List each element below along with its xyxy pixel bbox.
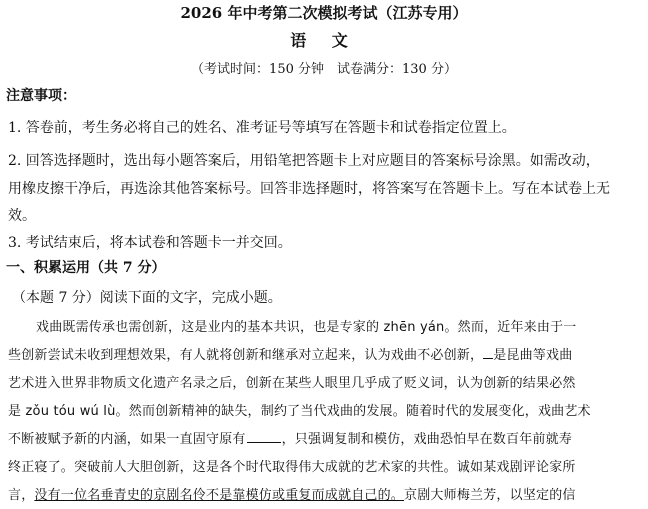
- note-item-3: 3. 考试结束后，将本试卷和答题卡一并交回。: [8, 235, 292, 251]
- passage-line-4: 是 zǒu tóu wú lù。然而创新精神的缺失，制约了当代戏曲的发展。随着时代的发展变化，戏曲艺术: [8, 404, 591, 419]
- section-heading: 一、积累运用（共 7 分）: [6, 260, 166, 276]
- blank-2[interactable]: [247, 431, 281, 443]
- passage-line-2-a: 些创新尝试未收到理想效果，有人就将创新和继承对立起来，认为戏曲不必创新，: [8, 348, 484, 363]
- note-item-2-line-2: 用橡皮擦干净后，再选涂其他答案标号。回答非选择题时，将答案写在答题卡上。写在本试卷上无: [8, 181, 610, 197]
- exam-title: 2026 年中考第二次模拟考试（江苏专用）: [180, 4, 468, 22]
- note-item-2-line-3: 效。: [8, 208, 36, 224]
- note-item-2-line-1: 2. 回答选择题时，选出每小题答案后，用铅笔把答题卡上对应题目的答案标号涂黑。如需改动，: [8, 153, 600, 169]
- exam-meta: （考试时间：150 分钟 试卷满分：130 分）: [191, 62, 457, 77]
- blank-1[interactable]: [483, 347, 493, 359]
- note-item-1: 1. 答卷前，考生务必将自己的姓名、准考证号等填写在答题卡和试卷指定位置上。: [8, 120, 516, 136]
- passage-line-5-b: ，只强调复制和模仿，戏曲恐怕早在数百年前就寿: [281, 432, 573, 447]
- passage-line-7-c: 京剧大师梅兰芳，以坚定的信: [404, 488, 576, 503]
- passage-line-1: 戏曲既需传承也需创新，这是业内的基本共识，也是专家的 zhēn yán。然而，近年来由于一: [36, 320, 577, 335]
- passage-line-7: [8, 484, 576, 503]
- passage-line-2-b: 是昆曲等戏曲: [493, 348, 573, 363]
- passage-line-5-a: 不断被赋予新的内涵，如果一直固守原有: [8, 432, 246, 447]
- notes-heading: 注意事项：: [6, 88, 76, 104]
- subject-title: 语 文: [290, 31, 358, 50]
- question-intro: （本题 7 分）阅读下面的文字，完成小题。: [12, 290, 282, 306]
- passage-line-5: [8, 428, 572, 447]
- underlined-sentence: 没有一位名垂青史的京剧名伶不是靠模仿或重复而成就自己的。: [34, 488, 405, 503]
- passage-line-3: 艺术进入世界非物质文化遗产名录之后，创新在某些人眼里几乎成了贬义词，认为创新的结果必然: [8, 376, 576, 391]
- passage-line-7-a: 言，: [8, 488, 35, 503]
- passage-line-6: 终正寝了。突破前人大胆创新，这是各个时代取得伟大成就的艺术家的共性。诚如某戏剧评论家所: [8, 460, 576, 475]
- passage-line-2: [8, 344, 572, 363]
